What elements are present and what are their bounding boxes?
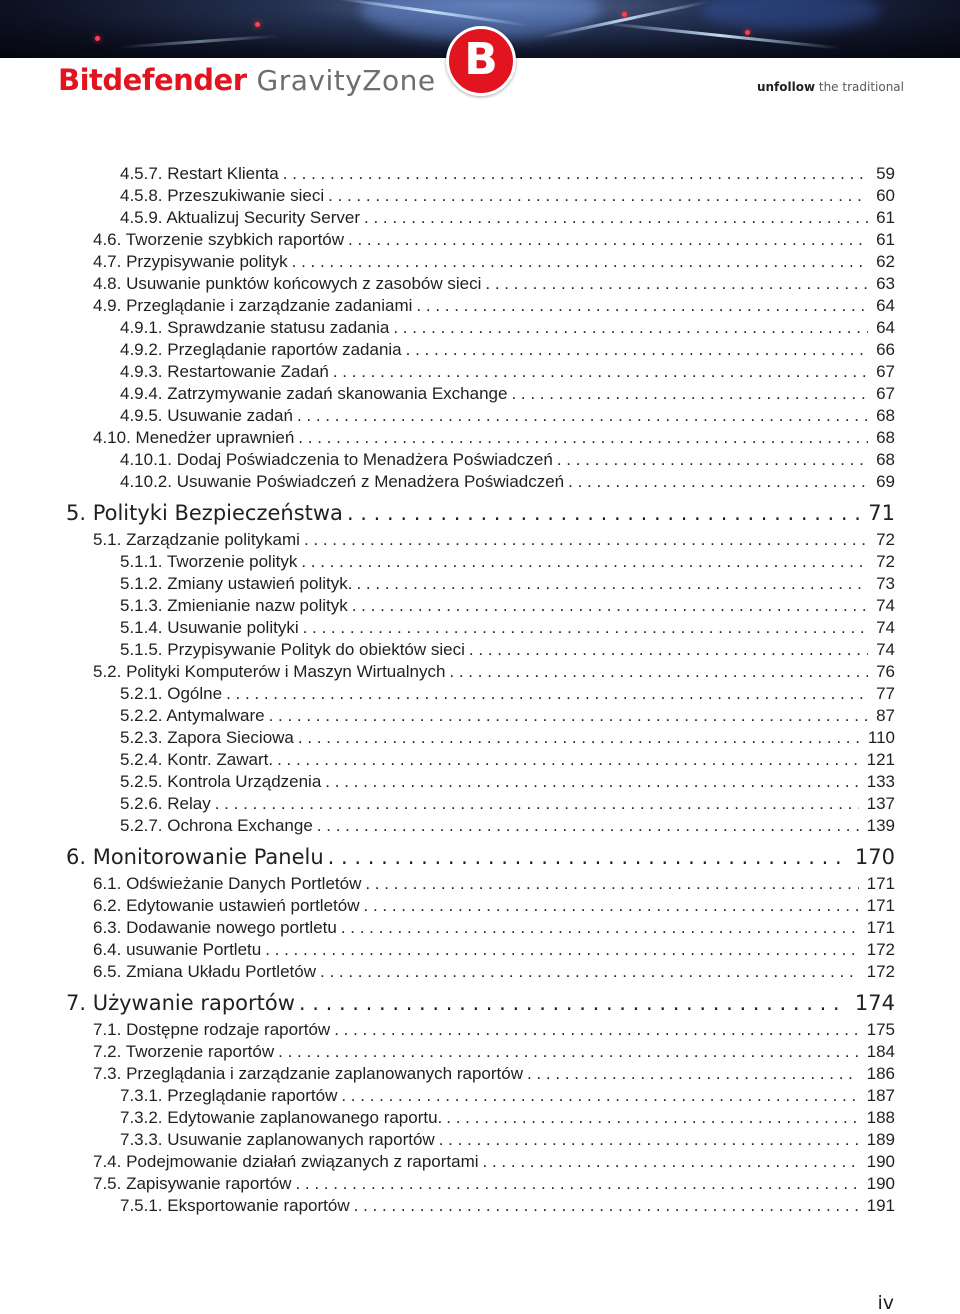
toc-dot-leader bbox=[303, 617, 868, 639]
toc-entry[interactable] bbox=[120, 339, 895, 361]
toc-entry-page: 66 bbox=[876, 340, 895, 359]
toc-entry-title: 7.3.3. Usuwanie zaplanowanych raportów bbox=[120, 1130, 435, 1149]
toc-entry-page: 61 bbox=[876, 208, 895, 227]
toc-dot-leader bbox=[333, 361, 868, 383]
toc-entry[interactable] bbox=[120, 317, 895, 339]
toc-entry-page: 74 bbox=[876, 640, 895, 659]
toc-entry-page: 172 bbox=[866, 962, 895, 981]
toc-entry[interactable] bbox=[120, 1195, 895, 1217]
toc-entry-title: 5.2.3. Zapora Sieciowa bbox=[120, 728, 294, 747]
toc-entry-page: 170 bbox=[854, 845, 895, 869]
toc-dot-leader bbox=[356, 573, 868, 595]
toc-dot-leader bbox=[298, 727, 860, 749]
toc-entry-page: 190 bbox=[866, 1174, 895, 1193]
toc-entry[interactable] bbox=[120, 405, 895, 427]
toc-entry-title: 5.1.5. Przypisywanie Polityk do obiektów sieci bbox=[120, 640, 465, 659]
toc-entry-page: 72 bbox=[876, 530, 895, 549]
toc-entry-title: 6.4. usuwanie Portletu bbox=[93, 940, 262, 959]
toc-entry[interactable] bbox=[120, 383, 895, 405]
toc-entry-title: 4.10. Menedżer uprawnień bbox=[93, 428, 295, 447]
toc-dot-leader bbox=[348, 229, 868, 251]
toc-entry-page: 121 bbox=[866, 750, 895, 769]
toc-dot-leader bbox=[297, 405, 868, 427]
toc-dot-leader bbox=[483, 1151, 859, 1173]
toc-chapter-entry[interactable] bbox=[66, 499, 895, 527]
toc-dot-leader bbox=[568, 471, 868, 493]
toc-entry-title: 5.2.5. Kontrola Urządzenia bbox=[120, 772, 322, 791]
toc-entry-page: 73 bbox=[876, 574, 895, 593]
toc-entry-page: 62 bbox=[876, 252, 895, 271]
toc-entry[interactable] bbox=[93, 295, 895, 317]
toc-dot-leader bbox=[295, 1173, 858, 1195]
toc-entry-page: 187 bbox=[866, 1086, 895, 1105]
toc-entry-page: 174 bbox=[854, 991, 895, 1015]
toc-entry-title: 4.9.3. Restartowanie Zadań bbox=[120, 362, 329, 381]
toc-entry[interactable] bbox=[93, 873, 895, 895]
toc-entry-page: 67 bbox=[876, 362, 895, 381]
toc-dot-leader bbox=[393, 317, 868, 339]
toc-entry[interactable] bbox=[120, 1129, 895, 1151]
slogan-bold: unfollow bbox=[756, 80, 816, 94]
toc-entry[interactable] bbox=[120, 361, 895, 383]
toc-entry[interactable] bbox=[93, 251, 895, 273]
toc-entry-title: 4.9.5. Usuwanie zadań bbox=[120, 406, 293, 425]
toc-dot-leader bbox=[278, 1041, 859, 1063]
toc-entry-title: 4.9.2. Przeglądanie raportów zadania bbox=[120, 340, 402, 359]
toc-entry[interactable] bbox=[120, 1085, 895, 1107]
toc-entry-page: 67 bbox=[876, 384, 895, 403]
toc-entry-title: 4.7. Przypisywanie polityk bbox=[93, 252, 288, 271]
toc-entry[interactable] bbox=[93, 273, 895, 295]
toc-entry[interactable] bbox=[93, 529, 895, 551]
brand-logo bbox=[58, 60, 436, 100]
toc-dot-leader bbox=[325, 771, 858, 793]
toc-entry-page: 76 bbox=[876, 662, 895, 681]
toc-entry-title: 7.4. Podejmowanie działań związanych z raportami bbox=[93, 1152, 479, 1171]
product-name: GravityZone bbox=[256, 63, 436, 97]
toc-dot-leader bbox=[446, 1107, 858, 1129]
toc-entry-page: 77 bbox=[876, 684, 895, 703]
toc-entry-page: 110 bbox=[867, 728, 895, 747]
toc-dot-leader bbox=[304, 529, 868, 551]
toc-dot-leader bbox=[277, 749, 859, 771]
toc-dot-leader bbox=[283, 163, 868, 185]
toc-dot-leader bbox=[265, 939, 858, 961]
toc-entry-title: 7.5. Zapisywanie raportów bbox=[93, 1174, 292, 1193]
toc-chapter-entry[interactable] bbox=[66, 843, 895, 871]
brand-name: Bitdefender bbox=[58, 63, 247, 97]
toc-entry[interactable] bbox=[120, 749, 895, 771]
toc-dot-leader bbox=[347, 499, 860, 527]
toc-entry-title: 4.5.9. Aktualizuj Security Server bbox=[120, 208, 361, 227]
toc-entry-page: 69 bbox=[876, 472, 895, 491]
toc-entry-title: 4.9.4. Zatrzymywanie zadań skanowania Exchange bbox=[120, 384, 508, 403]
toc-entry[interactable] bbox=[120, 449, 895, 471]
toc-entry-title: 7. Używanie raportów bbox=[66, 991, 295, 1015]
toc-entry[interactable] bbox=[120, 573, 895, 595]
toc-entry-title: 4.10.1. Dodaj Poświadczenia to Menadżera Poświadczeń bbox=[120, 450, 553, 469]
toc-entry[interactable] bbox=[120, 705, 895, 727]
toc-entry-title: 4.5.8. Przeszukiwanie sieci bbox=[120, 186, 325, 205]
toc-entry-page: 68 bbox=[876, 406, 895, 425]
toc-entry[interactable] bbox=[93, 1151, 895, 1173]
toc-entry[interactable] bbox=[120, 617, 895, 639]
toc-entry[interactable] bbox=[93, 895, 895, 917]
toc-entry-title: 5.1. Zarządzanie politykami bbox=[93, 530, 300, 549]
toc-entry-page: 74 bbox=[876, 618, 895, 637]
toc-entry[interactable] bbox=[93, 661, 895, 683]
toc-dot-leader bbox=[469, 639, 868, 661]
toc-entry-page: 191 bbox=[866, 1196, 895, 1215]
toc-entry-page: 59 bbox=[876, 164, 895, 183]
toc-entry-page: 72 bbox=[876, 552, 895, 571]
page-number: iv bbox=[877, 1292, 894, 1314]
toc-entry[interactable] bbox=[120, 185, 895, 207]
toc-entry-title: 7.3. Przeglądania i zarządzanie zaplanowanych raportów bbox=[93, 1064, 523, 1083]
toc-entry-title: 5.2.7. Ochrona Exchange bbox=[120, 816, 313, 835]
toc-dot-leader bbox=[299, 989, 847, 1017]
toc-dot-leader bbox=[328, 843, 847, 871]
toc-entry-page: 61 bbox=[876, 230, 895, 249]
toc-entry-page: 74 bbox=[876, 596, 895, 615]
toc-dot-leader bbox=[365, 873, 858, 895]
toc-entry-page: 60 bbox=[876, 186, 895, 205]
toc-entry[interactable] bbox=[120, 639, 895, 661]
toc-dot-leader bbox=[334, 1019, 858, 1041]
toc-entry-title: 4.10.2. Usuwanie Poświadczeń z Menadżera Poświadczeń bbox=[120, 472, 565, 491]
toc-dot-leader bbox=[328, 185, 868, 207]
toc-dot-leader bbox=[439, 1129, 859, 1151]
toc-entry[interactable] bbox=[93, 1063, 895, 1085]
toc-entry[interactable] bbox=[120, 471, 895, 493]
toc-entry-title: 7.5.1. Eksportowanie raportów bbox=[120, 1196, 350, 1215]
toc-dot-leader bbox=[317, 815, 859, 837]
toc-entry-title: 4.8. Usuwanie punktów końcowych z zasobów sieci bbox=[93, 274, 482, 293]
toc-entry[interactable] bbox=[120, 1107, 895, 1129]
toc-dot-leader bbox=[352, 595, 868, 617]
toc-entry[interactable] bbox=[93, 1173, 895, 1195]
toc-entry[interactable] bbox=[93, 1041, 895, 1063]
toc-entry-title: 4.9.1. Sprawdzanie statusu zadania bbox=[120, 318, 390, 337]
toc-entry[interactable] bbox=[93, 229, 895, 251]
toc-entry[interactable] bbox=[93, 939, 895, 961]
toc-entry-title: 5.2.1. Ogólne bbox=[120, 684, 223, 703]
toc-dot-leader bbox=[292, 251, 868, 273]
toc-entry-page: 188 bbox=[866, 1108, 895, 1127]
toc-entry-page: 64 bbox=[876, 318, 895, 337]
toc-entry[interactable] bbox=[120, 815, 895, 837]
toc-entry-page: 64 bbox=[876, 296, 895, 315]
toc-entry-page: 175 bbox=[866, 1020, 895, 1039]
logo-letter: B bbox=[464, 34, 498, 85]
toc-entry-title: 5.1.1. Tworzenie polityk bbox=[120, 552, 298, 571]
toc-entry-page: 186 bbox=[866, 1064, 895, 1083]
toc-dot-leader bbox=[557, 449, 868, 471]
toc-entry[interactable] bbox=[120, 163, 895, 185]
toc-entry-title: 5.2. Polityki Komputerów i Maszyn Wirtualnych bbox=[93, 662, 446, 681]
toc-entry-page: 171 bbox=[866, 918, 895, 937]
toc-dot-leader bbox=[341, 917, 859, 939]
toc-entry-title: 5.1.3. Zmienianie nazw polityk bbox=[120, 596, 348, 615]
toc-entry[interactable] bbox=[93, 1019, 895, 1041]
toc-entry-title: 7.2. Tworzenie raportów bbox=[93, 1042, 275, 1061]
toc-entry-title: 5.2.6. Relay bbox=[120, 794, 211, 813]
toc-dot-leader bbox=[301, 551, 868, 573]
toc-entry[interactable] bbox=[93, 961, 895, 983]
toc-dot-leader bbox=[485, 273, 868, 295]
toc-dot-leader bbox=[416, 295, 868, 317]
toc-entry-title: 6.1. Odświeżanie Danych Portletów bbox=[93, 874, 362, 893]
toc-entry-page: 133 bbox=[866, 772, 895, 791]
bitdefender-b-logo-icon bbox=[446, 26, 516, 96]
toc-entry-title: 5.2.4. Kontr. Zawart. bbox=[120, 750, 274, 769]
toc-entry[interactable] bbox=[93, 427, 895, 449]
toc-entry-title: 4.6. Tworzenie szybkich raportów bbox=[93, 230, 345, 249]
toc-dot-leader bbox=[298, 427, 868, 449]
toc-dot-leader bbox=[320, 961, 859, 983]
toc-entry[interactable] bbox=[120, 793, 895, 815]
toc-dot-leader bbox=[215, 793, 859, 815]
toc-entry[interactable] bbox=[120, 207, 895, 229]
toc-dot-leader bbox=[511, 383, 868, 405]
toc-entry-page: 171 bbox=[866, 896, 895, 915]
toc-entry-title: 6. Monitorowanie Panelu bbox=[66, 845, 324, 869]
toc-entry-title: 6.2. Edytowanie ustawień portletów bbox=[93, 896, 360, 915]
toc-entry-page: 184 bbox=[866, 1042, 895, 1061]
toc-entry-title: 7.1. Dostępne rodzaje raportów bbox=[93, 1020, 331, 1039]
toc-entry-page: 189 bbox=[866, 1130, 895, 1149]
toc-entry-title: 6.5. Zmiana Układu Portletów bbox=[93, 962, 316, 981]
toc-dot-leader bbox=[527, 1063, 859, 1085]
toc-dot-leader bbox=[226, 683, 868, 705]
toc-dot-leader bbox=[341, 1085, 858, 1107]
toc-dot-leader bbox=[364, 207, 868, 229]
toc-entry-title: 4.5.7. Restart Klienta bbox=[120, 164, 279, 183]
toc-entry-title: 7.3.1. Przeglądanie raportów bbox=[120, 1086, 338, 1105]
toc-entry[interactable] bbox=[120, 683, 895, 705]
toc-entry[interactable] bbox=[120, 595, 895, 617]
toc-entry[interactable] bbox=[120, 727, 895, 749]
toc-entry[interactable] bbox=[120, 771, 895, 793]
toc-entry-page: 171 bbox=[866, 874, 895, 893]
toc-entry-page: 68 bbox=[876, 428, 895, 447]
toc-entry-title: 6.3. Dodawanie nowego portletu bbox=[93, 918, 337, 937]
toc-entry-page: 172 bbox=[866, 940, 895, 959]
toc-entry[interactable] bbox=[93, 917, 895, 939]
toc-dot-leader bbox=[406, 339, 868, 361]
toc-entry-page: 71 bbox=[868, 501, 895, 525]
toc-entry[interactable] bbox=[120, 551, 895, 573]
toc-dot-leader bbox=[269, 705, 869, 727]
toc-dot-leader bbox=[354, 1195, 859, 1217]
toc-entry-page: 87 bbox=[876, 706, 895, 725]
toc-entry-title: 5.1.4. Usuwanie polityki bbox=[120, 618, 299, 637]
toc-chapter-entry[interactable] bbox=[66, 989, 895, 1017]
toc-entry-page: 139 bbox=[866, 816, 895, 835]
toc-entry-page: 137 bbox=[866, 794, 895, 813]
toc-entry-title: 5.1.2. Zmiany ustawień polityk. bbox=[120, 574, 353, 593]
toc-dot-leader bbox=[449, 661, 868, 683]
toc-dot-leader bbox=[364, 895, 859, 917]
toc-entry-page: 63 bbox=[876, 274, 895, 293]
toc-entry-title: 5.2.2. Antymalware bbox=[120, 706, 265, 725]
toc-entry-title: 5. Polityki Bezpieczeństwa bbox=[66, 501, 343, 525]
toc-entry-page: 68 bbox=[876, 450, 895, 469]
toc-entry-page: 190 bbox=[866, 1152, 895, 1171]
toc-entry-title: 4.9. Przeglądanie i zarządzanie zadaniami bbox=[93, 296, 413, 315]
slogan bbox=[757, 80, 904, 94]
toc-entry-title: 7.3.2. Edytowanie zaplanowanego raportu. bbox=[120, 1108, 443, 1127]
slogan-rest: the traditional bbox=[815, 80, 904, 94]
